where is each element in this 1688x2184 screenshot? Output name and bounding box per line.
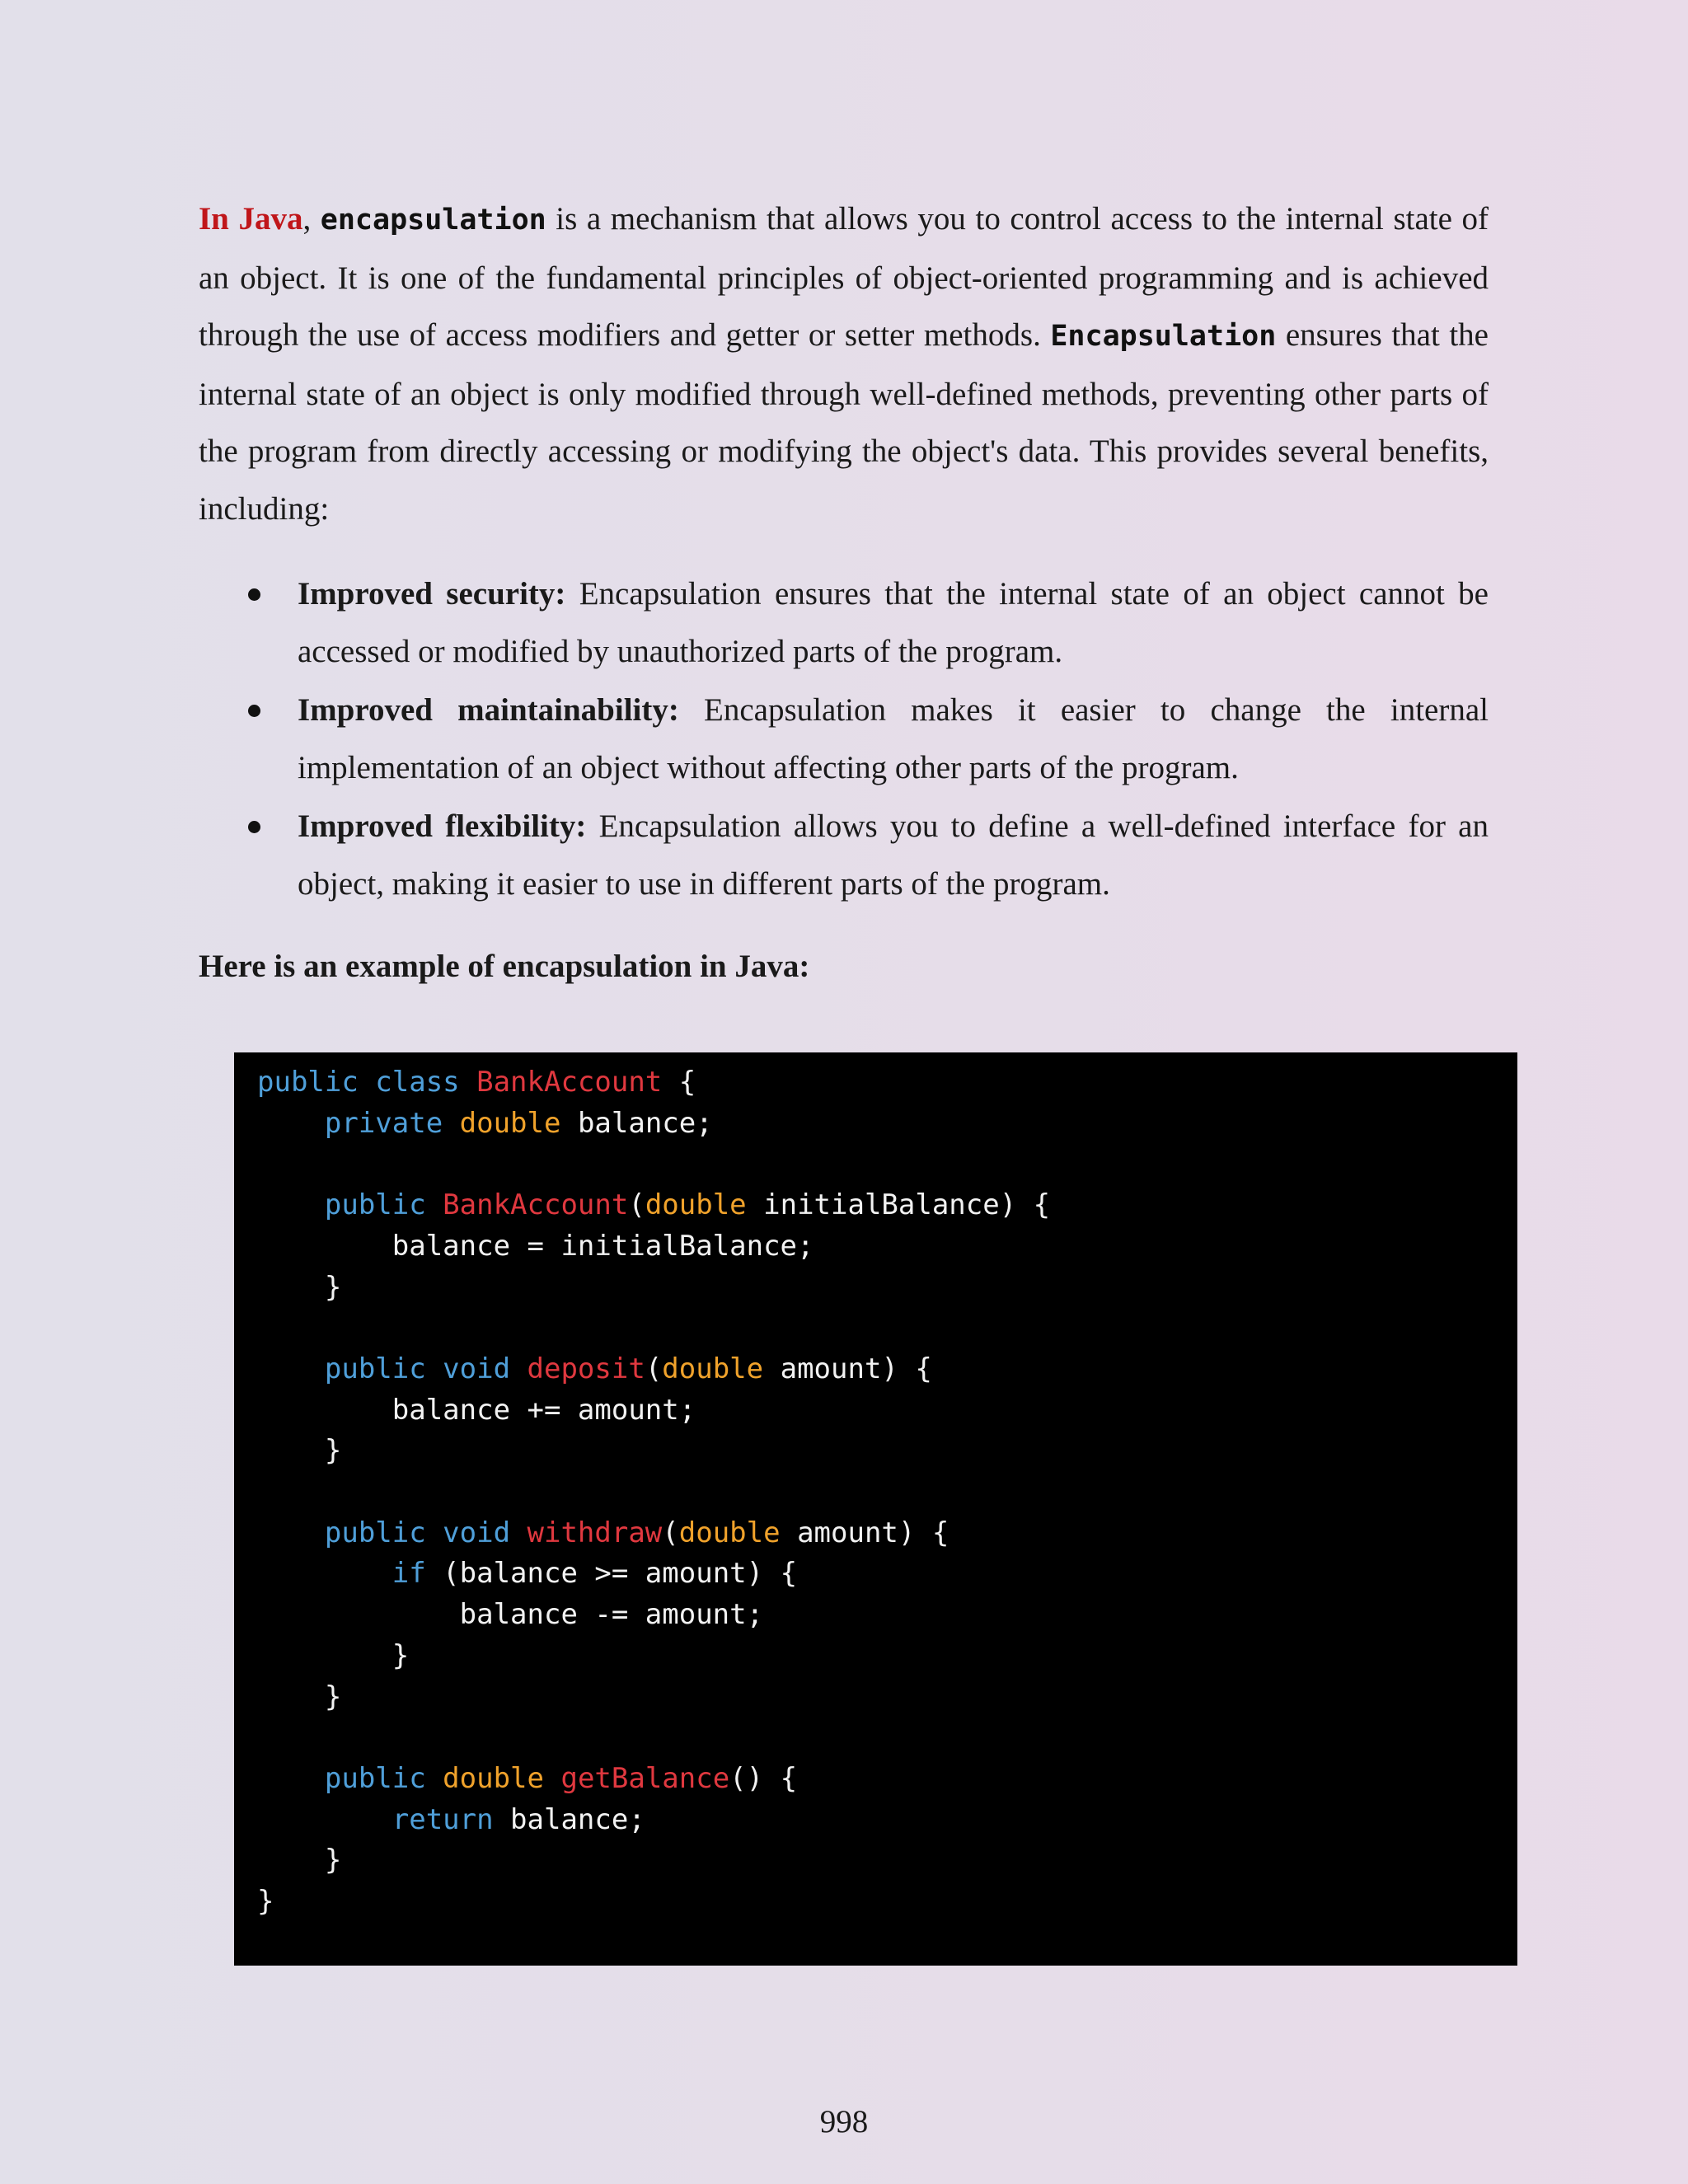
benefit-item-flexibility: [199, 798, 1489, 912]
code-plain: {: [662, 1066, 696, 1099]
bullet-icon: [248, 821, 260, 833]
intro-text-part1: is a mechanism that allows you to control access to the internal state of an object. It is one of the fundamental principles of object-oriented programming and is achieved through the use of access modifiers and getter or setter methods.: [199, 201, 1489, 354]
code-plain: balance += amount;: [257, 1393, 696, 1427]
code-keyword: public: [257, 1761, 443, 1795]
intro-paragraph: [199, 190, 1489, 538]
code-line: [257, 1352, 932, 1385]
benefit-title: Improved flexibility:: [298, 808, 587, 845]
code-plain: }: [257, 1270, 342, 1304]
bullet-icon: [248, 588, 260, 601]
code-function: BankAccount: [443, 1188, 629, 1222]
intro-lead-java: In Java: [199, 201, 303, 237]
code-plain: (balance >= amount) {: [425, 1557, 798, 1591]
code-keyword: public: [257, 1188, 443, 1222]
example-heading: Here is an example of encapsulation in Java:: [199, 949, 810, 984]
code-keyword: return: [257, 1802, 494, 1836]
code-line: [257, 1107, 713, 1140]
code-plain: initialBalance) {: [746, 1188, 1051, 1222]
code-plain: balance;: [493, 1802, 645, 1836]
code-line: [257, 1066, 696, 1099]
code-plain: (: [645, 1352, 663, 1385]
code-function: deposit: [527, 1352, 645, 1385]
bullet-icon: [248, 705, 260, 717]
code-line: [257, 1598, 763, 1631]
code-keyword: if: [257, 1557, 426, 1591]
code-line: [257, 1516, 949, 1549]
code-plain: balance;: [560, 1106, 713, 1140]
code-function: getBalance: [560, 1761, 730, 1795]
code-line: [257, 1230, 814, 1263]
benefit-text: Encapsulation allows you to define a well-defined interface for an object, making it easier to use in different parts of the program.: [298, 808, 1489, 902]
code-type: double: [459, 1106, 561, 1140]
intro-term-encapsulation-2: Encapsulation: [1050, 320, 1277, 354]
code-plain: }: [257, 1638, 410, 1672]
intro-comma: ,: [302, 201, 312, 237]
code-plain: (: [662, 1516, 679, 1549]
code-line: [257, 1803, 645, 1836]
code-line: [257, 1762, 797, 1795]
intro-term-encapsulation: encapsulation: [320, 204, 546, 237]
code-line: [257, 1680, 341, 1713]
code-line: [257, 1394, 696, 1427]
benefits-list: [199, 565, 1489, 915]
code-block: [234, 1052, 1517, 1966]
code-line: [257, 1188, 1050, 1221]
intro-text-part2: ensures that the internal state of an object is only modified through well-defined methods, preventing other parts of the program from directly accessing or modifying the object's data. This provides several benefits, including:: [199, 317, 1489, 527]
code-type: double: [662, 1352, 764, 1385]
code-type: double: [645, 1188, 747, 1222]
benefit-item-maintainability: [199, 682, 1489, 796]
benefit-title: Improved maintainability:: [298, 692, 679, 729]
code-plain: balance -= amount;: [257, 1598, 764, 1632]
code-function: BankAccount: [476, 1066, 663, 1099]
page-number: 998: [819, 2104, 869, 2139]
benefit-text: Encapsulation ensures that the internal state of an object cannot be accessed or modified by unauthorized parts of the program.: [298, 576, 1489, 669]
code-line: [257, 1885, 274, 1918]
code-keyword: private: [257, 1106, 460, 1140]
benefit-title: Improved security:: [298, 576, 566, 612]
code-line: [257, 1271, 341, 1304]
code-plain: }: [257, 1844, 342, 1877]
code-type: double: [443, 1761, 561, 1795]
code-plain: }: [257, 1885, 274, 1919]
code-keyword: public class: [257, 1066, 477, 1099]
benefit-text: Encapsulation makes it easier to change the internal implementation of an object without affecting other parts of the program.: [298, 692, 1489, 785]
code-line: [257, 1434, 341, 1467]
code-plain: }: [257, 1434, 342, 1468]
code-plain: balance = initialBalance;: [257, 1229, 814, 1263]
code-type: double: [678, 1516, 781, 1549]
code-plain: amount) {: [780, 1516, 950, 1549]
code-plain: (: [628, 1188, 645, 1222]
code-plain: }: [257, 1680, 342, 1713]
code-listing: [257, 1062, 1050, 1923]
code-plain: () {: [729, 1761, 798, 1795]
code-keyword: public void: [257, 1516, 528, 1549]
code-function: withdraw: [527, 1516, 663, 1549]
benefit-item-security: [199, 565, 1489, 680]
code-keyword: public void: [257, 1352, 528, 1385]
code-line: [257, 1639, 409, 1672]
code-line: [257, 1844, 341, 1877]
code-plain: amount) {: [763, 1352, 932, 1385]
code-line: [257, 1557, 797, 1590]
